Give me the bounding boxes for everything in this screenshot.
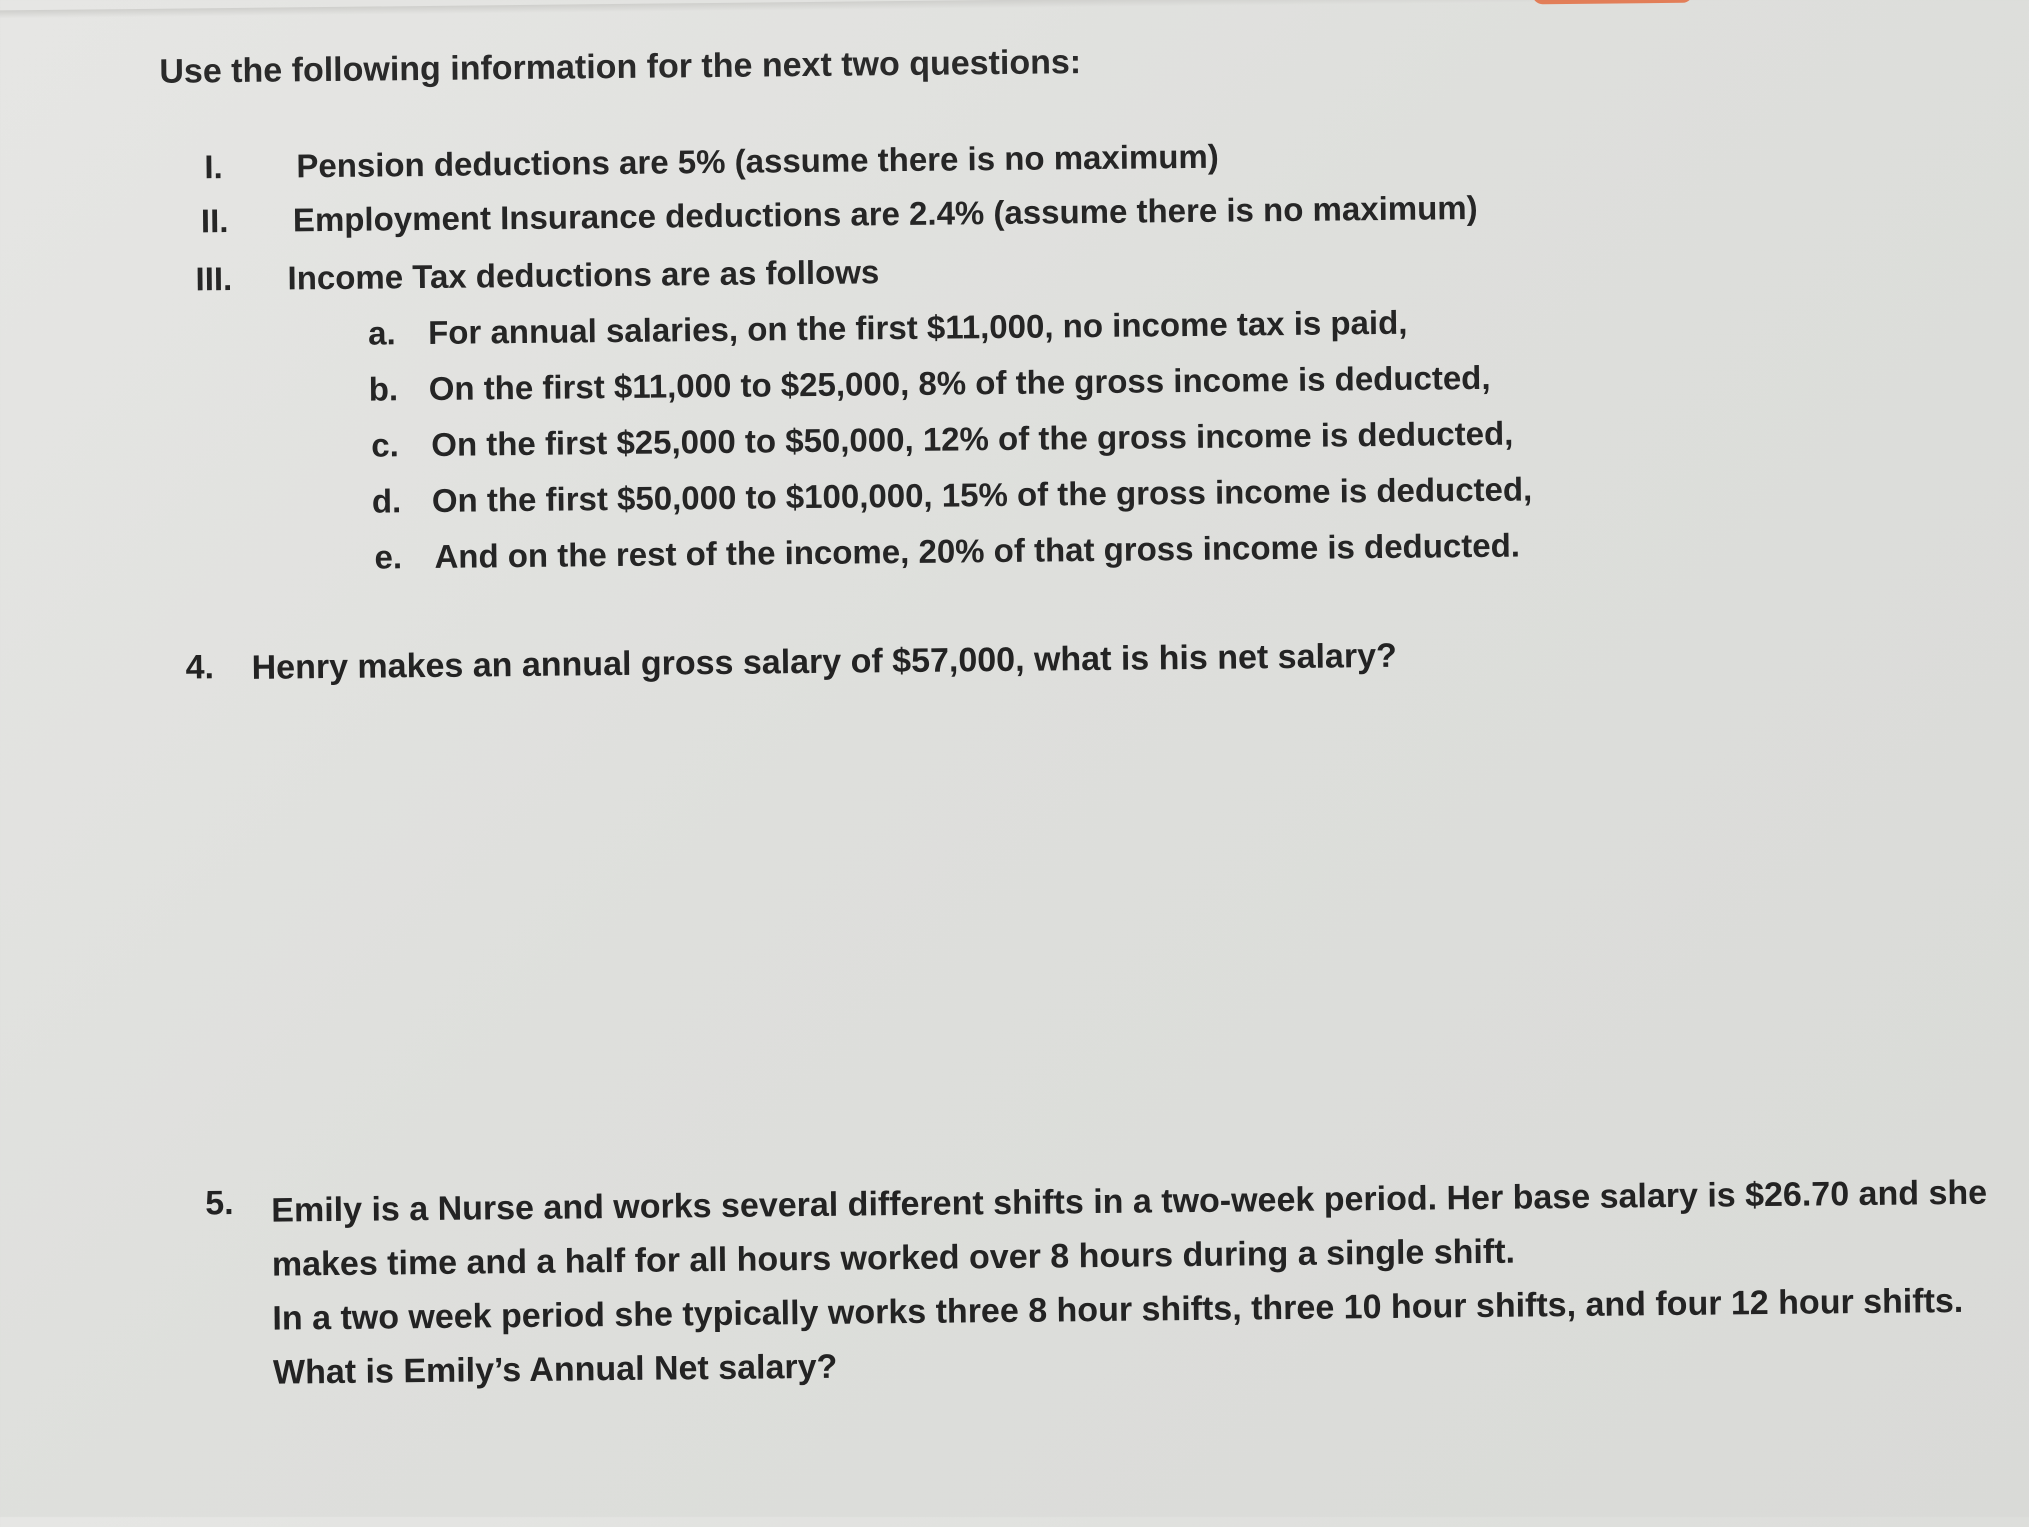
condition-number: I. [204,148,223,186]
tax-bracket-text: And on the rest of the income, 20% of that gross income is deducted. [434,526,1521,575]
question-text [271,1166,1989,1400]
question-line: What is Emily’s Annual Net salary? [272,1347,838,1392]
tax-bracket-letter: a. [367,314,396,352]
tax-bracket-text: For annual salaries, on the first $11,000, no income tax is paid, [427,303,1408,351]
tax-bracket-text: On the first $25,000 to $50,000, 12% of the gross income is deducted, [431,414,1514,463]
condition-text: Employment Insurance deductions are 2.4% (assume there is no maximum) [292,188,1478,239]
condition-text: Income Tax deductions are as follows [287,253,880,297]
tax-bracket-letter: e. [374,538,403,576]
tax-bracket-letter: d. [371,482,402,520]
question-line: In a two week period she typically works three 8 hour shifts, three 10 hour shifts, and four 12 hour shifts. [272,1281,1964,1338]
orange-corner-mark [1533,0,1693,4]
question-line: Emily is a Nurse and works several different shifts in a two-week period. Her base salary is $26.70 and she [271,1173,1988,1230]
tax-bracket-letter: c. [371,426,400,464]
condition-number: III. [195,260,233,298]
tax-bracket-letter: b. [368,370,399,408]
tax-bracket-text: On the first $11,000 to $25,000, 8% of the gross income is deducted, [428,358,1491,407]
intro-text: Use the following information for the next two questions: [159,43,1082,91]
condition-text: Pension deductions are 5% (assume there is no maximum) [296,137,1219,185]
condition-number: II. [200,202,229,240]
tax-bracket-text: On the first $50,000 to $100,000, 15% of the gross income is deducted, [431,470,1533,519]
question-text: Henry makes an annual gross salary of $57,000, what is his net salary? [251,636,1397,687]
question-number: 4. [185,648,215,687]
question-number: 5. [205,1184,234,1223]
page-top-edge [0,0,2022,19]
question-line: makes time and a half for all hours worked over 8 hours during a single shift. [271,1232,1516,1284]
